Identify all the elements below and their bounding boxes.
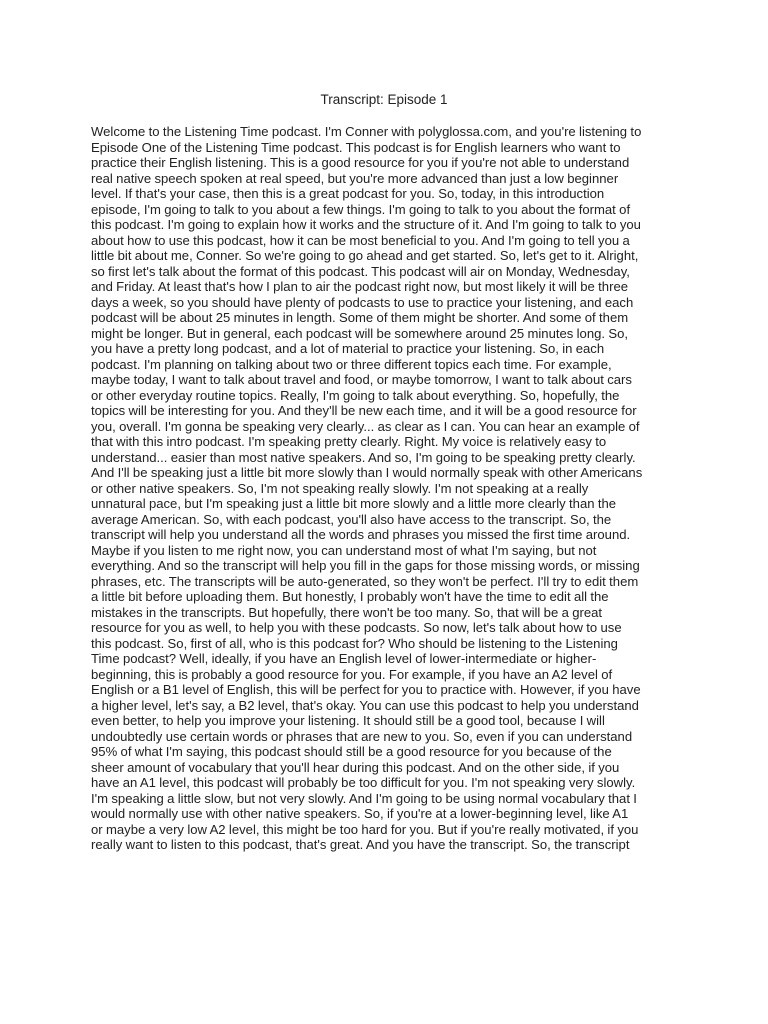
transcript-line: phrases, etc. The transcripts will be auto-generated, so they won't be perfect. I'll try to edit them — [91, 573, 639, 589]
transcript-line: Episode One of the Listening Time podcast. This podcast is for English learners who want to — [91, 139, 621, 155]
transcript-line: English or a B1 level of English, this will be perfect for you to practice with. However, if you have — [91, 682, 641, 697]
transcript-line: days a week, so you should have plenty of podcasts to use to practice your listening, and each — [91, 294, 634, 310]
transcript-line: or other native speakers. So, I'm not speaking really slowly. I'm not speaking at a really — [91, 480, 589, 496]
transcript-line: little bit about me, Conner. So we're going to go ahead and get started. So, let's get to it. Alright, — [91, 248, 639, 263]
transcript-line: you, overall. I'm gonna be speaking very clearly... as clear as I can. You can hear an example of — [91, 418, 640, 434]
transcript-line: would normally use with other native speakers. So, if you're at a lower-beginning level, like A1 — [91, 806, 629, 821]
transcript-line: so first let's talk about the format of this podcast. This podcast will air on Monday, Wednesday, — [91, 263, 630, 279]
transcript-line: average American. So, with each podcast, you'll also have access to the transcript. So, the — [91, 511, 612, 527]
transcript-line: or other everyday routine topics. Really, I'm going to talk about everything. So, hopefully, the — [91, 387, 620, 403]
transcript-line: everything. And so the transcript will help you fill in the gaps for those missing words, or missing — [91, 558, 640, 573]
transcript-line: mistakes in the transcripts. But hopefully, there won't be too many. So, that will be a great — [91, 604, 603, 620]
transcript-line: Maybe if you listen to me right now, you can understand most of what I'm saying, but not — [91, 542, 597, 558]
transcript-line: understand... easier than most native speakers. And so, I'm going to be speaking pretty clearly. — [91, 449, 636, 465]
document-title: Transcript: Episode 1 — [320, 92, 448, 107]
transcript-line: level. If that's your case, then this is a great podcast for you. So, today, in this introduction — [91, 186, 605, 201]
transcript-body — [91, 124, 683, 853]
transcript-line: undoubtedly use certain words or phrases that are new to you. So, even if you can understand — [91, 728, 633, 744]
transcript-line: might be longer. But in general, each podcast will be somewhere around 25 minutes long. So, — [91, 325, 629, 341]
transcript-line: have an A1 level, this podcast will probably be too difficult for you. I'm not speaking very slowly. — [91, 775, 636, 790]
transcript-line: really want to listen to this podcast, that's great. And you have the transcript. So, the transcript — [91, 837, 630, 852]
transcript-line: transcript will help you understand all the words and phrases you missed the first time around. — [91, 527, 631, 542]
transcript-line: 95% of what I'm saying, this podcast should still be a good resource for you because of the — [91, 744, 612, 759]
transcript-line: maybe today, I want to talk about travel and food, or maybe tomorrow, I want to talk about cars — [91, 372, 632, 387]
transcript-line: And I'll be speaking just a little bit more slowly than I would normally speak with other Americans — [91, 465, 643, 480]
transcript-line: resource for you as well, to help you with these podcasts. So now, let's talk about how to use — [91, 620, 622, 635]
transcript-line: Time podcast? Well, ideally, if you have an English level of lower-intermediate or higher- — [91, 651, 597, 666]
transcript-line: real native speech spoken at real speed, but you're more advanced than just a low beginner — [91, 170, 619, 186]
transcript-line: about how to use this podcast, how it can be most beneficial to you. And I'm going to tell you a — [91, 232, 630, 248]
transcript-line: even better, to help you improve your listening. It should still be a good tool, because I will — [91, 713, 605, 728]
transcript-line: unnatural pace, but I'm speaking just a little bit more slowly and a little more clearly than the — [91, 496, 617, 511]
transcript-line: this podcast. So, first of all, who is this podcast for? Who should be listening to the Listening — [91, 635, 618, 651]
transcript-line: or maybe a very low A2 level, this might be too hard for you. But if you're really motivated, if you — [91, 821, 639, 837]
transcript-line: podcast will be about 25 minutes in length. Some of them might be shorter. And some of them — [91, 310, 629, 325]
transcript-line: practice their English listening. This is a good resource for you if you're not able to understand — [91, 155, 630, 170]
transcript-line: podcast. I'm planning on talking about two or three different topics each time. For example, — [91, 356, 612, 372]
transcript-line: I'm speaking a little slow, but not very slowly. And I'm going to be using normal vocabulary that I — [91, 790, 637, 806]
transcript-line: and Friday. At least that's how I plan to air the podcast right now, but most likely it will be three — [91, 279, 629, 294]
transcript-line: this podcast. I'm going to explain how it works and the structure of it. And I'm going to talk to you — [91, 217, 641, 232]
transcript-line: Welcome to the Listening Time podcast. I'm Conner with polyglossa.com, and you're listening to — [91, 124, 642, 139]
transcript-line: you have a pretty long podcast, and a lot of material to practice your listening. So, in each — [91, 341, 605, 356]
transcript-line: sheer amount of vocabulary that you'll hear during this podcast. And on the other side, if you — [91, 759, 620, 775]
transcript-line: that with this intro podcast. I'm speaking pretty clearly. Right. My voice is relatively easy to — [91, 434, 607, 449]
transcript-line: episode, I'm going to talk to you about a few things. I'm going to talk to you about the format of — [91, 201, 631, 217]
transcript-line: a higher level, let's say, a B2 level, that's okay. You can use this podcast to help you understand — [91, 697, 639, 713]
transcript-line: beginning, this is probably a good resource for you. For example, if you have an A2 level of — [91, 666, 613, 682]
transcript-line: a little bit before uploading them. But honestly, I probably won't have the time to edit all the — [91, 589, 609, 604]
transcript-line: topics will be interesting for you. And they'll be new each time, and it will be a good resource for — [91, 403, 637, 418]
